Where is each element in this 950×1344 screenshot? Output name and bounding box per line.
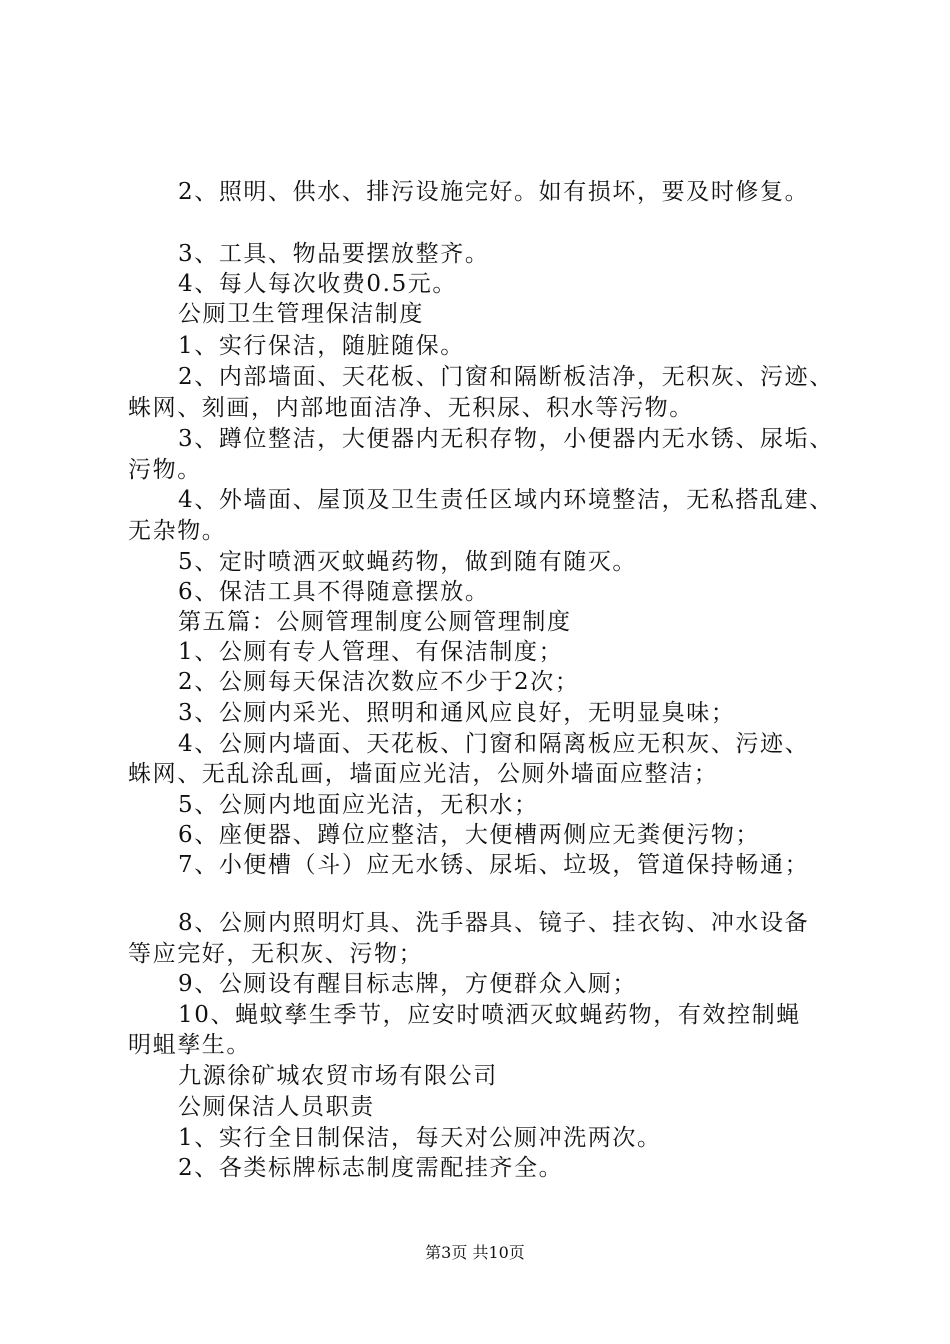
- paragraph-line: 10、蝇蚊孳生季节，应安时喷洒灭蚊蝇药物，有效控制蝇: [178, 1002, 801, 1028]
- section-heading: 第五篇：公厕管理制度公厕管理制度: [178, 609, 572, 635]
- paragraph-line: 3、蹲位整洁，大便器内无积存物，小便器内无水锈、尿垢、: [178, 426, 834, 452]
- paragraph-line: 5、公厕内地面应光洁，无积水；: [178, 792, 539, 818]
- paragraph-line: 4、外墙面、屋顶及卫生责任区域内环境整洁，无私搭乱建、: [178, 487, 834, 513]
- paragraph-line: 4、每人每次收费0.5元。: [178, 271, 458, 297]
- paragraph-line: 3、工具、物品要摆放整齐。: [178, 241, 490, 267]
- paragraph-line: 明蛆孳生。: [128, 1032, 251, 1058]
- paragraph-line: 蛛网、无乱涂乱画，墙面应光洁，公厕外墙面应整洁；: [128, 761, 719, 787]
- section-heading: 公厕保洁人员职责: [178, 1094, 375, 1120]
- paragraph-line: 1、实行全日制保洁，每天对公厕冲洗两次。: [178, 1125, 662, 1151]
- paragraph-line: 6、座便器、蹲位应整洁，大便槽两侧应无粪便污物；: [178, 822, 761, 848]
- paragraph-line: 2、内部墙面、天花板、门窗和隔断板洁净，无积灰、污迹、: [178, 364, 834, 390]
- paragraph-line: 7、小便槽（斗）应无水锈、尿垢、垃圾，管道保持畅通；: [178, 852, 810, 878]
- paragraph-line: 2、各类标牌标志制度需配挂齐全。: [178, 1155, 564, 1181]
- paragraph-line: 1、实行保洁，随脏随保。: [178, 333, 465, 359]
- paragraph-line: 6、保洁工具不得随意摆放。: [178, 579, 490, 605]
- paragraph-line: 9、公厕设有醒目标志牌，方便群众入厕；: [178, 971, 638, 997]
- paragraph-line: 无杂物。: [128, 518, 227, 544]
- paragraph-line: 2、公厕每天保洁次数应不少于2次；: [178, 669, 580, 695]
- company-name: 九源徐矿城农贸市场有限公司: [178, 1063, 498, 1089]
- paragraph-line: 8、公厕内照明灯具、洗手器具、镜子、挂衣钩、冲水设备: [178, 910, 810, 936]
- section-heading: 公厕卫生管理保洁制度: [178, 301, 424, 327]
- paragraph-line: 2、照明、供水、排污设施完好。如有损坏，要及时修复。: [178, 179, 810, 205]
- paragraph-line: 等应完好，无积灰、污物；: [128, 941, 424, 967]
- paragraph-line: 4、公厕内墙面、天花板、门窗和隔离板应无积灰、污迹、: [178, 731, 810, 757]
- paragraph-line: 3、公厕内采光、照明和通风应良好，无明显臭味；: [178, 700, 736, 726]
- paragraph-line: 蛛网、刻画，内部地面洁净、无积尿、积水等污物。: [128, 395, 694, 421]
- paragraph-line: 污物。: [128, 457, 202, 483]
- paragraph-line: 5、定时喷洒灭蚊蝇药物，做到随有随灭。: [178, 549, 638, 575]
- paragraph-line: 1、公厕有专人管理、有保洁制度；: [178, 639, 564, 665]
- page-number-footer: 第3页 共10页: [425, 1243, 525, 1262]
